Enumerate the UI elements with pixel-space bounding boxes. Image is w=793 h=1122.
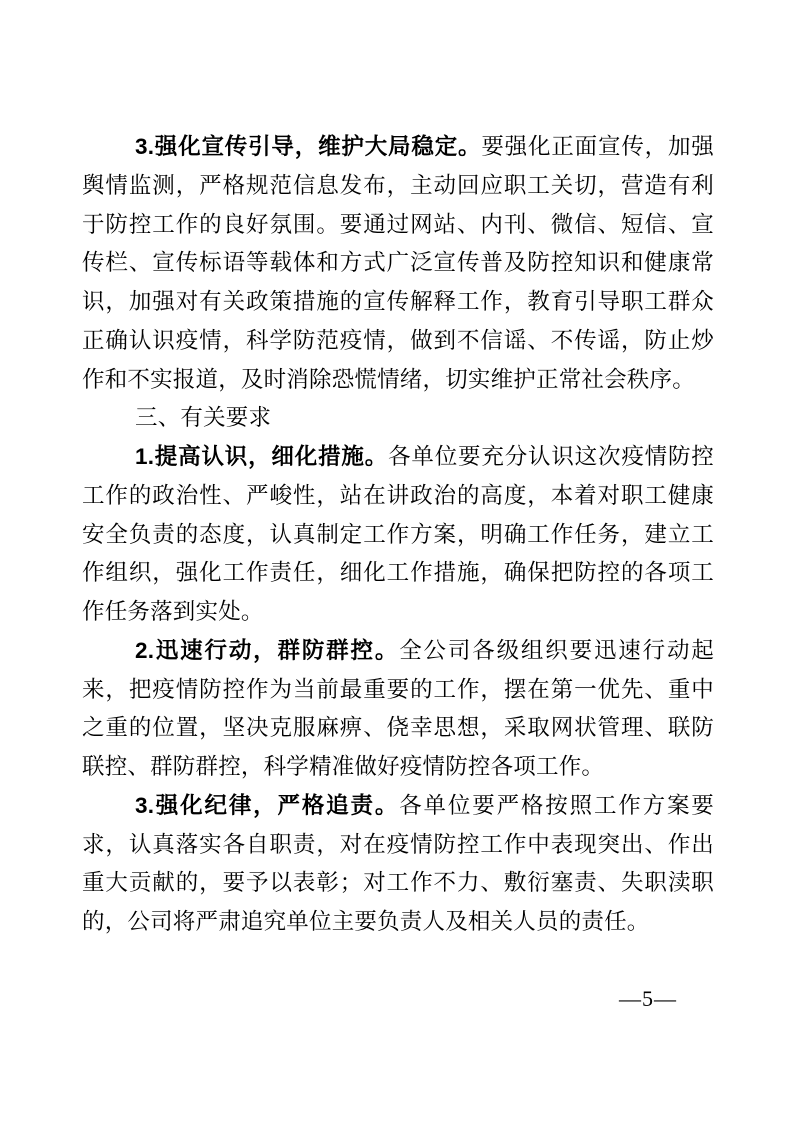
paragraph-text: 各单位要充分认识这次疫情防控工作的政治性、严峻性，站在讲政治的高度，本着对职工健康安全负责的态度，认真制定工作方案，明确工作任务，建立工作组织，强化工作责任，细化工作措施，确保把防控的各项工作任务落到实处。: [82, 444, 714, 624]
paragraph-text: 要强化正面宣传，加强舆情监测，严格规范信息发布，主动回应职工关切，营造有利于防控工作的良好氛围。要通过网站、内刊、微信、短信、宣传栏、宣传标语等载体和方式广泛宣传普及防控知识和健康常识，加强对有关政策措施的宣传解释工作，教育引导职工群众正确认识疫情，科学防范疫情，做到不信谣、不传谣，防止炒作和不实报道，及时消除恐慌情绪，切实维护正常社会秩序。: [82, 134, 714, 392]
document-body: [82, 128, 714, 942]
paragraph-swift-action: [82, 632, 714, 787]
paragraph-publicity-guidance: [82, 128, 714, 399]
paragraph-lead-bold: 1.提高认识，细化措施。: [135, 444, 389, 469]
paragraph-text: 各单位要严格按照工作方案要求，认真落实各自职责，对在疫情防控工作中表现突出、作出重大贡献的，要予以表彰；对工作不力、敷衍塞责、失职渎职的，公司将严肃追究单位主要负责人及相关人员的责任。: [82, 792, 714, 934]
paragraph-lead-bold: 3.强化宣传引导，维护大局稳定。: [135, 134, 482, 159]
paragraph-lead-bold: 3.强化纪律，严格追责。: [135, 792, 400, 818]
paragraph-lead-bold: 2.迅速行动，群防群控。: [135, 637, 400, 663]
paragraph-strict-discipline: [82, 787, 714, 942]
page-number: —5—: [619, 986, 677, 1011]
paragraph-text: 全公司各级组织要迅速行动起来，把疫情防控作为当前最重要的工作，摆在第一优先、重中之重的位置，坚决克服麻痹、侥幸思想，采取网状管理、联防联控、群防群控，科学精准做好疫情防控各项工作。: [82, 637, 714, 779]
paragraph-raise-awareness: [82, 438, 714, 632]
section-heading-requirements: 三、有关要求: [135, 405, 272, 431]
